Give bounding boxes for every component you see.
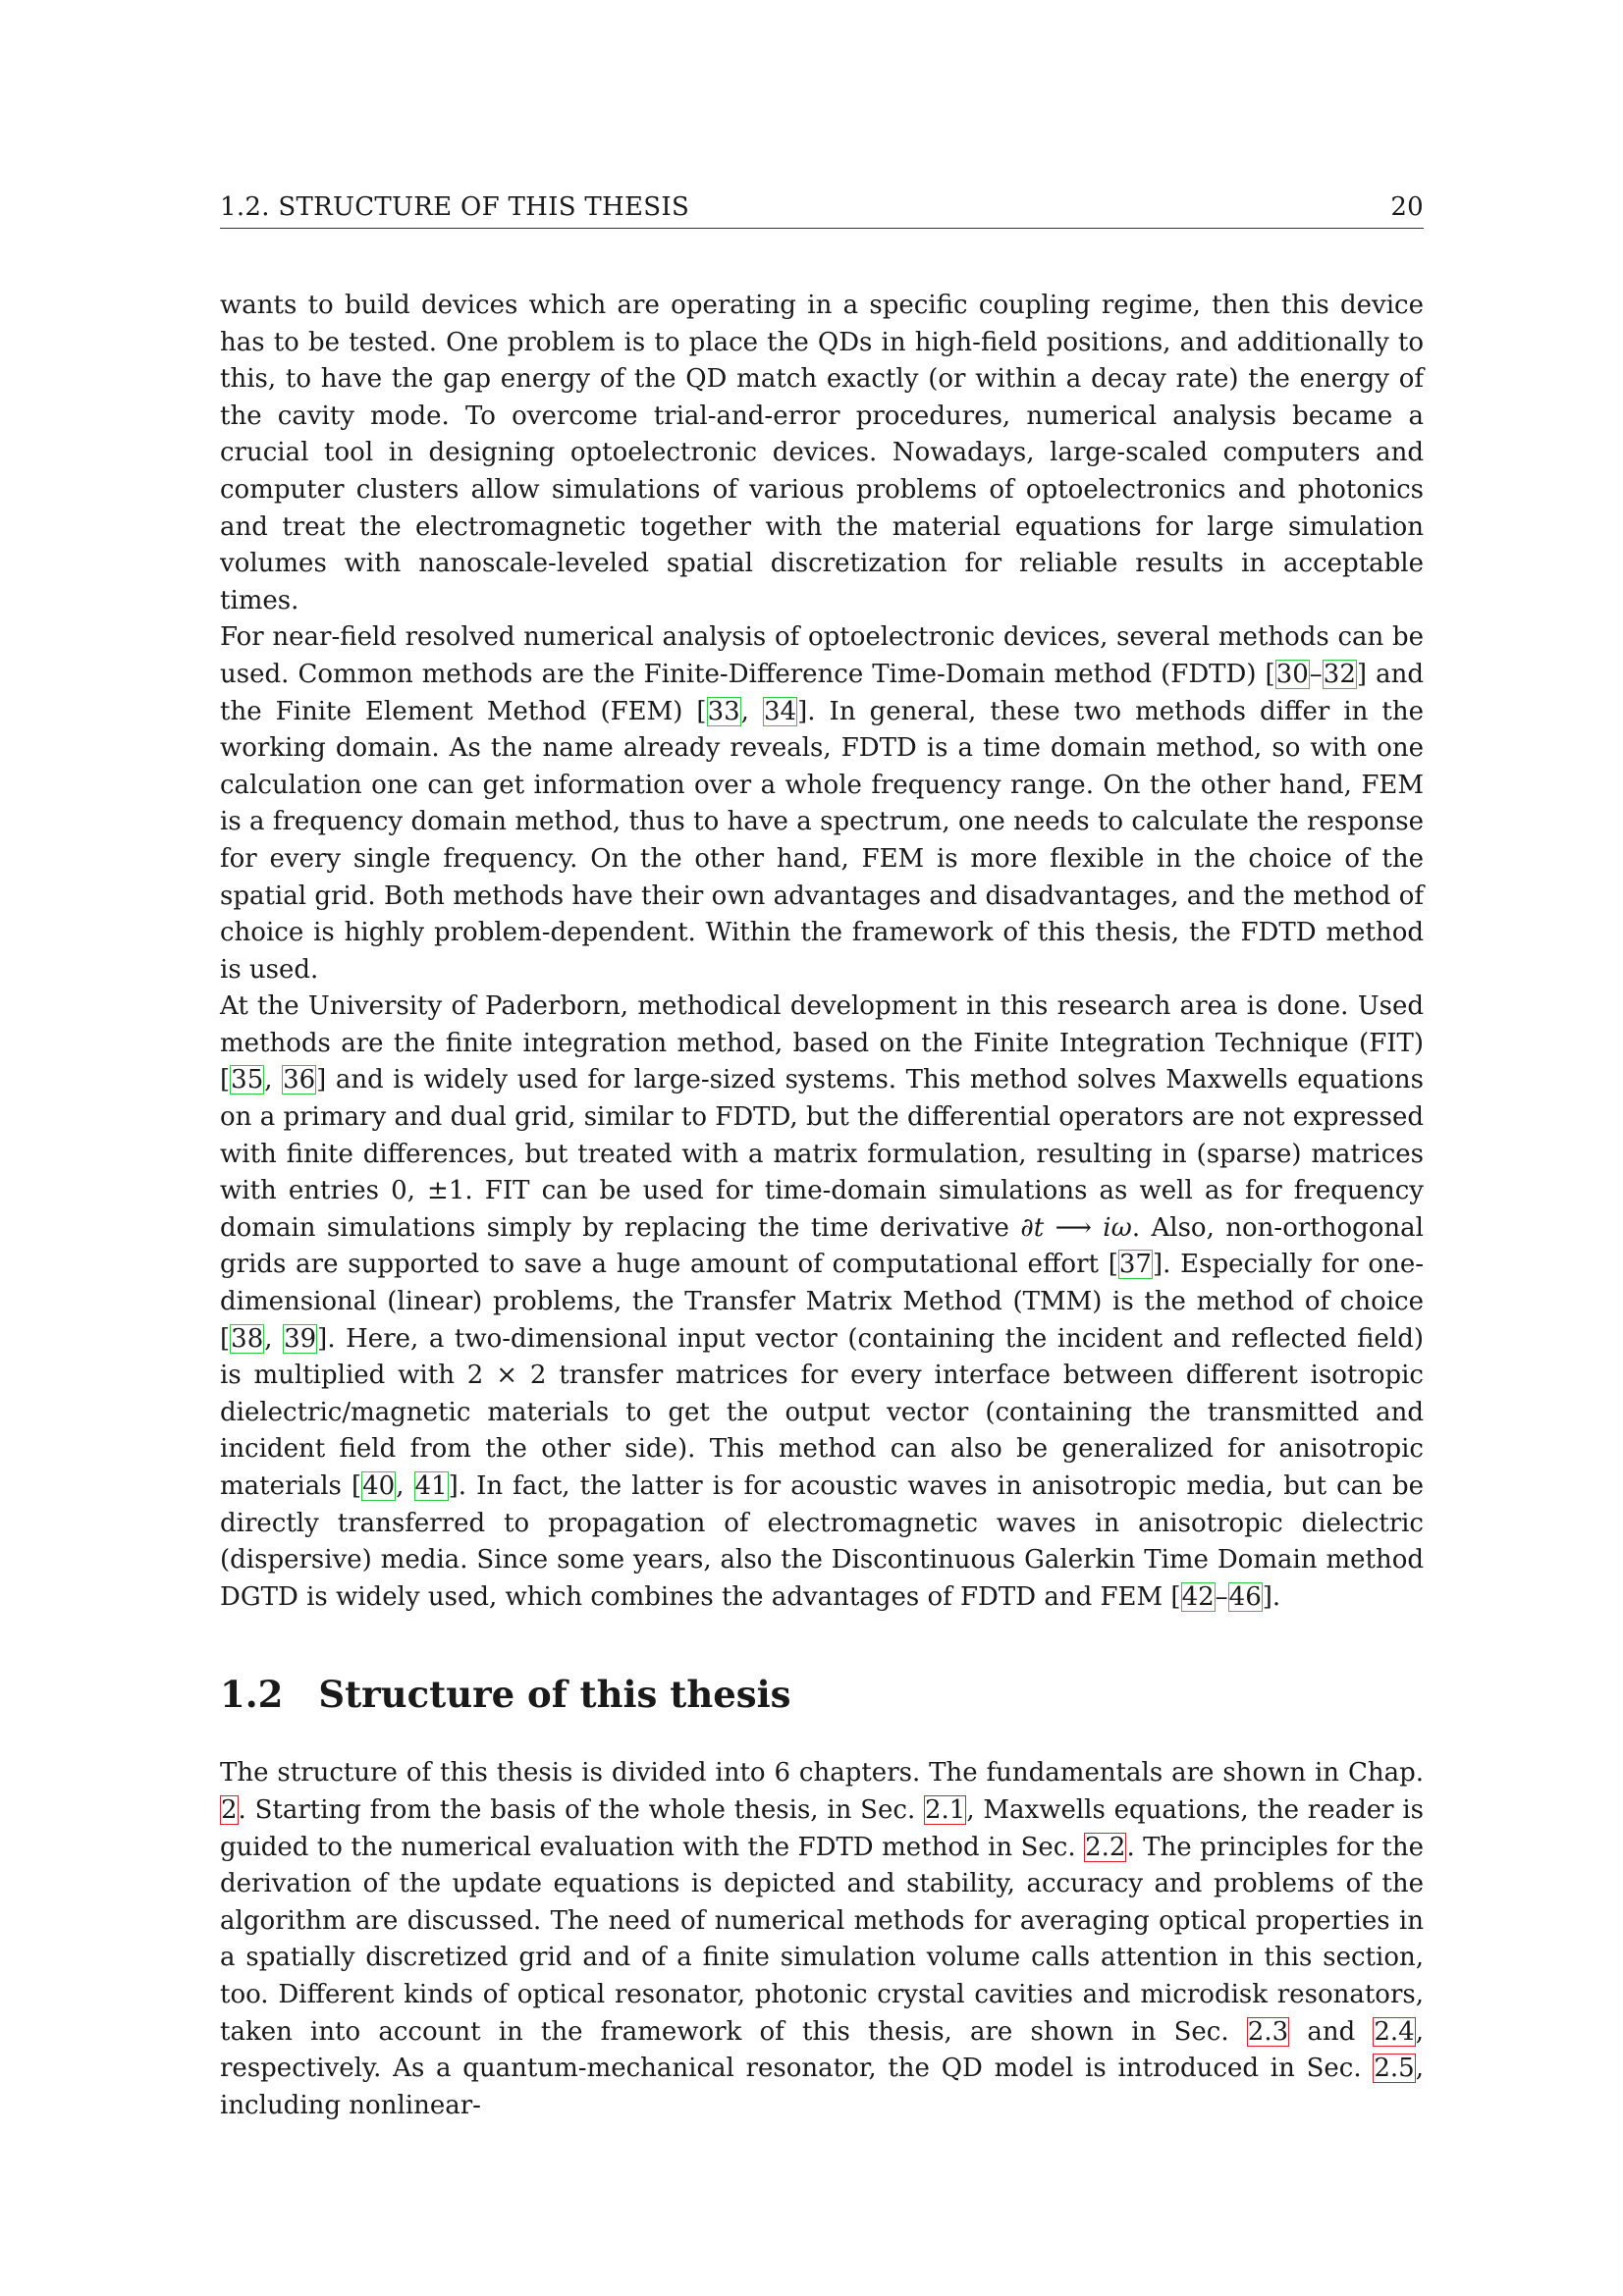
citation-link[interactable]: 40: [362, 1471, 396, 1501]
section-title: Structure of this thesis: [318, 1673, 791, 1717]
running-header: [220, 192, 1424, 229]
citation-link[interactable]: 42: [1181, 1581, 1215, 1612]
cross-reference-link[interactable]: 2.4: [1374, 2016, 1415, 2047]
body-text: [220, 288, 1424, 2124]
section-number: 1.2: [220, 1673, 284, 1717]
citation-link[interactable]: 46: [1228, 1581, 1262, 1612]
citation-link[interactable]: 37: [1118, 1250, 1152, 1280]
citation-link[interactable]: 34: [764, 696, 797, 726]
page-number: 20: [1390, 192, 1424, 222]
paragraph-4: The structure of this thesis is divided into 6 chapters. The fundamentals are shown in Chap. 2. Starting from the basis of the whole thesis, in Sec. 2.1, Maxwells equations, the reader is guided to the numerical evaluation with the FDTD method in Sec. 2.2. The principles for the derivation of the update equations is depicted and stability, accuracy and problems of the algorithm are discussed. The need of numerical methods for averaging optical properties in a spatially discretized grid and of a finite simulation volume calls attention in this section, too. Different kinds of optical resonator, photonic crystal cavities and microdisk resonators, taken into account in the framework of this thesis, are shown in Sec. 2.3 and 2.4, respectively. As a quantum-mechanical resonator, the QD model is introduced in Sec. 2.5, including nonlinear-: [220, 1758, 1424, 2120]
cross-reference-link[interactable]: 2.1: [925, 1794, 966, 1825]
page: [220, 192, 1424, 2124]
citation-link[interactable]: 30: [1275, 659, 1309, 689]
running-title: 1.2. STRUCTURE OF THIS THESIS: [220, 192, 690, 222]
inline-math: ∂t ⟶ iω: [1020, 1212, 1132, 1243]
section-heading: [220, 1673, 1424, 1716]
citation-link[interactable]: 32: [1323, 659, 1356, 689]
citation-link[interactable]: 33: [707, 696, 740, 726]
cross-reference-link[interactable]: 2.3: [1247, 2016, 1289, 2047]
paragraph-2: For near-field resolved numerical analysis of optoelectronic devices, several methods can be used. Common methods are the Finite-Difference Time-Domain method (FDTD) [30–32] and the Finite Element Method (FEM) [33, 34]. In general, these two methods differ in the working domain. As the name already reveals, FDTD is a time domain method, so with one calculation one can get information over a whole frequency range. On the other hand, FEM is a frequency domain method, thus to have a spectrum, one needs to calculate the response for every single frequency. On the other hand, FEM is more flexible in the choice of the spatial grid. Both methods have their own advantages and disadvantages, and the method of choice is highly problem-dependent. Within the framework of this thesis, the FDTD method is used.: [220, 622, 1425, 985]
cross-reference-link[interactable]: 2: [221, 1794, 238, 1825]
citation-link[interactable]: 36: [283, 1065, 316, 1095]
citation-link[interactable]: 38: [231, 1323, 264, 1354]
citation-link[interactable]: 41: [414, 1471, 448, 1501]
cross-reference-link[interactable]: 2.5: [1374, 2054, 1415, 2084]
citation-link[interactable]: 35: [231, 1065, 264, 1095]
paragraph-3: At the University of Paderborn, methodical development in this research area is done. Used methods are the finite integration method, based on the Finite Integration Technique (FIT) [35, 36] and is widely used for large-sized systems. This method solves Maxwells equations on a primary and dual grid, similar to FDTD, but the differential operators are not expressed with finite differences, but treated with a matrix formulation, resulting in (sparse) matrices with entries 0, ±1. FIT can be used for time-domain simulations as well as for frequency domain simulations simply by replacing the time derivative ∂t ⟶ iω. Also, non-orthogonal grids are supported to save a huge amount of computational effort [37]. Especially for one-dimensional (linear) problems, the Transfer Matrix Method (TMM) is the method of choice [38, 39]. Here, a two-dimensional input vector (containing the incident and reflected field) is multiplied with 2 × 2 transfer matrices for every interface between different isotropic dielectric/magnetic materials to get the output vector (containing the transmitted and incident field from the other side). This method can also be generalized for anisotropic materials [40, 41]. In fact, the latter is for acoustic waves in anisotropic media, but can be directly transferred to propagation of electromagnetic waves in anisotropic dielectric (dispersive) media. Since some years, also the Discontinuous Galerkin Time Domain method DGTD is widely used, which combines the advantages of FDTD and FEM [42–46].: [220, 991, 1425, 1612]
paragraph-1: wants to build devices which are operating in a specific coupling regime, then this device has to be tested. One problem is to place the QDs in high-field positions, and additionally to this, to have the gap energy of the QD match exactly (or within a decay rate) the energy of the cavity mode. To overcome trial-and-error procedures, numerical analysis became a crucial tool in designing optoelectronic devices. Nowadays, large-scaled computers and computer clusters allow simulations of various problems of optoelectronics and photonics and treat the electromagnetic together with the material equations for large simulation volumes with nanoscale-leveled spatial discretization for reliable results in acceptable times.: [220, 291, 1424, 615]
citation-link[interactable]: 39: [284, 1323, 317, 1354]
cross-reference-link[interactable]: 2.2: [1085, 1832, 1126, 1862]
